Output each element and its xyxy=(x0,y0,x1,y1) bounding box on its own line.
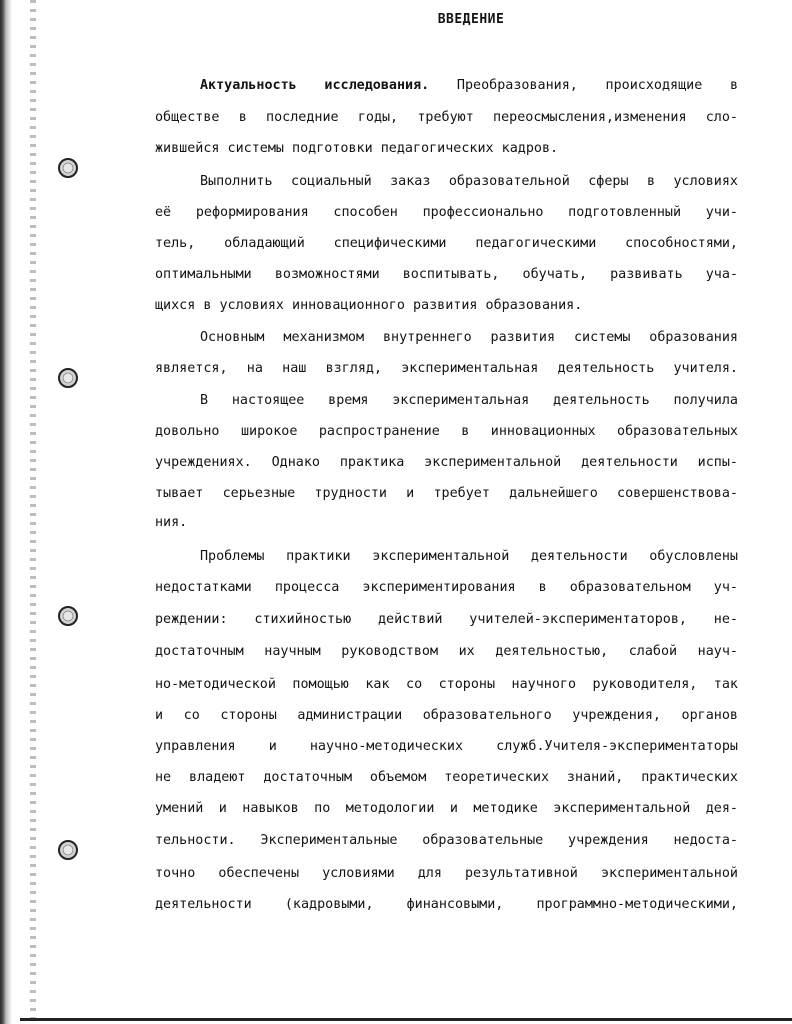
paragraph-line: не владеют достаточным объемом теоретических знаний, практических xyxy=(155,770,738,785)
paragraph-line: ния. xyxy=(155,515,188,530)
paragraph-line: Выполнить социальный заказ образовательной сферы в условиях xyxy=(200,174,738,189)
paragraph-line: довольно широкое распространение в инновационных образовательных xyxy=(155,424,738,439)
paragraph-line: учреждениях. Однако практика экспериментальной деятельности испы- xyxy=(155,455,738,470)
paragraph-line: жившейся системы подготовки педагогических кадров. xyxy=(155,141,559,156)
punch-hole-icon xyxy=(58,840,78,860)
binding-edge xyxy=(0,0,12,1024)
paragraph-line: обществе в последние годы, требуют переосмысления,изменения сло- xyxy=(155,110,738,125)
paragraph-line: оптимальными возможностями воспитывать, обучать, развивать уча- xyxy=(155,267,738,282)
paragraph-line: тывает серьезные трудности и требует дальнейшего совершенствова- xyxy=(155,486,738,501)
paragraph-line: управления и научно-методических служб.Учителя-экспериментаторы xyxy=(155,739,738,754)
paragraph-line: недостатками процесса экспериментирования в образовательном уч- xyxy=(155,580,738,595)
page-title: ВВЕДЕНИЕ xyxy=(437,12,505,27)
paragraph-line xyxy=(200,76,738,96)
punch-hole-icon xyxy=(58,368,78,388)
punch-hole-icon xyxy=(58,606,78,626)
punch-hole-icon xyxy=(58,158,78,178)
paragraph-line: но-методической помощью как со стороны научного руководителя, так xyxy=(155,677,738,692)
paragraph-line: и со стороны администрации образовательного учреждения, органов xyxy=(155,708,738,723)
paragraph-line: реждении: стихийностью действий учителей-экспериментаторов, не- xyxy=(155,612,738,627)
paragraph-line: В настоящее время экспериментальная деятельность получила xyxy=(200,393,738,408)
paragraph-line: Основным механизмом внутреннего развития системы образования xyxy=(200,330,738,345)
paragraph-line: деятельности (кадровыми, финансовыми, программно-методическими, xyxy=(155,897,738,912)
paragraph-line: достаточным научным руководством их деятельностью, слабой науч- xyxy=(155,644,738,659)
paragraph-line: Проблемы практики экспериментальной деятельности обусловлены xyxy=(200,549,738,564)
paragraph-line: тельности. Экспериментальные образовательные учреждения недоста- xyxy=(155,833,738,848)
paragraph-line: точно обеспечены условиями для результативной экспериментальной xyxy=(155,866,738,881)
line-text: Преобразования, происходящие в xyxy=(456,78,739,93)
paragraph-line: умений и навыков по методологии и методике экспериментальной дея- xyxy=(155,801,738,816)
section-lead: Актуальность исследования. xyxy=(200,78,430,93)
paragraph-line: щихся в условиях инновационного развития образования. xyxy=(155,298,583,313)
bottom-edge-line xyxy=(20,1018,792,1021)
binding-perforation xyxy=(30,0,36,1024)
paragraph-line: тель, обладающий специфическими педагогическими способностями, xyxy=(155,236,738,251)
paragraph-line: является, на наш взгляд, экспериментальная деятельность учителя. xyxy=(155,361,738,376)
paragraph-line: её реформирования способен профессионально подготовленный учи- xyxy=(155,205,738,220)
